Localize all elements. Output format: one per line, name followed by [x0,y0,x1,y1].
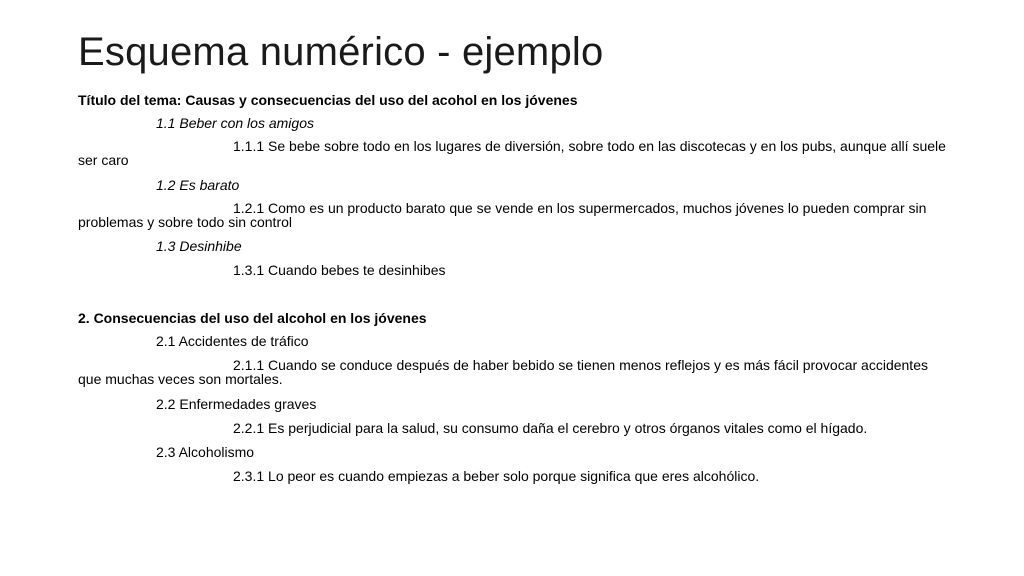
detail-1-3-1: 1.3.1 Cuando bebes te desinhibes [233,262,446,278]
subheading-2-1: 2.1 Accidentes de tráfico [156,333,309,349]
detail-2-3-1: 2.3.1 Lo peor es cuando empiezas a beber solo porque significa que eres alcohólico. [233,468,760,484]
detail-2-2-1: 2.2.1 Es perjudicial para la salud, su consumo daña el cerebro y otros órganos vitales como el hígado. [233,420,868,436]
subheading-1-1: 1.1 Beber con los amigos [156,115,314,131]
slide-title: Esquema numérico - ejemplo [78,30,604,74]
section-2-heading: 2. Consecuencias del uso del alcohol en los jóvenes [78,310,427,326]
detail-2-1-1: 2.1.1 Cuando se conduce después de haber bebido se tienen menos reflejos y es más fácil provocar accidentes que muchas veces son mortales. [78,357,928,387]
detail-1-2-1: 1.2.1 Como es un producto barato que se vende en los supermercados, muchos jóvenes lo pueden comprar sin problemas y sobre todo sin control [78,200,927,230]
subheading-1-3: 1.3 Desinhibe [156,238,242,254]
subheading-1-2: 1.2 Es barato [156,177,240,193]
topic-title: Título del tema: Causas y consecuencias del uso del acohol en los jóvenes [78,92,578,108]
subheading-2-2: 2.2 Enfermedades graves [156,396,317,412]
subheading-2-3: 2.3 Alcoholismo [156,444,255,460]
detail-1-1-1: 1.1.1 Se bebe sobre todo en los lugares de diversión, sobre todo en las discotecas y en los pubs, aunque allí suele ser caro [78,138,946,168]
